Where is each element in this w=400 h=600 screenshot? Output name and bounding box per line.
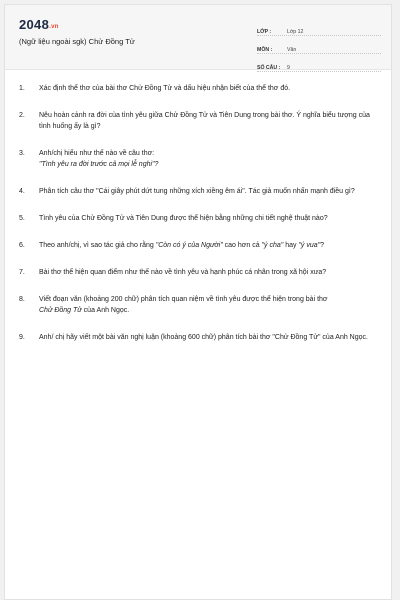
- meta-row-class: LỚP : Lớp 12: [257, 21, 381, 36]
- question-item: 6. Theo anh/chị, vì sao tác giả cho rằng "Còn có ý của Người" cao hơn cả "ý cha" hay "ý vua"?: [19, 242, 325, 249]
- question-item: 9. Anh/ chị hãy viết một bài văn nghị luận (khoảng 600 chữ) phân tích bài thơ "Chử Đồng Tử" của Anh Ngọc.: [19, 334, 368, 341]
- question-item: 1. Xác định thể thơ của bài thơ Chử Đồng Tử và dấu hiệu nhận biết của thể thơ đó.: [19, 85, 291, 92]
- question-item: 7. Bài thơ thể hiện quan điểm như thế nào về tình yêu và hạnh phúc cá nhân trong xã hội xưa?: [19, 269, 327, 276]
- question-item: 8. Viết đoạn văn (khoảng 200 chữ) phân tích quan niệm về tình yêu được thể hiện trong bài thơ Chử Đồng Tử của Anh Ngọc.: [19, 296, 328, 314]
- worksheet-header: [5, 5, 391, 70]
- meta-row-subject: MÔN : Văn: [257, 39, 381, 54]
- quoted-verse: "Tình yêu ra đời trước cả mọi lễ nghi"?: [39, 161, 159, 168]
- question-list: [19, 83, 381, 359]
- question-item: 4. Phân tích câu thơ "Cái giây phút dứt tung những xích xiềng êm ái". Tác giả muốn nhấn mạnh điều gì?: [19, 188, 355, 195]
- question-item: 3. Anh/chị hiểu như thế nào về câu thơ: "Tình yêu ra đời trước cả mọi lễ nghi"?: [19, 148, 381, 170]
- worksheet-subtitle: (Ngữ liệu ngoài sgk) Chử Đồng Tử: [19, 37, 135, 46]
- question-item: 5. Tình yêu của Chử Đồng Tử và Tiên Dung được thể hiện bằng những chi tiết nghệ thuật nào?: [19, 215, 328, 222]
- meta-row-count: SỐ CÂU : 9: [257, 57, 381, 72]
- site-logo[interactable]: 2048.vn: [19, 17, 59, 32]
- worksheet-page: [4, 4, 392, 600]
- question-item: 2. Nêu hoàn cảnh ra đời của tình yêu giữa Chử Đồng Tử và Tiên Dung trong bài thơ. Ý nghĩa biểu tượng của tình huống ấy là gì?: [19, 112, 370, 130]
- meta-panel: [257, 21, 381, 75]
